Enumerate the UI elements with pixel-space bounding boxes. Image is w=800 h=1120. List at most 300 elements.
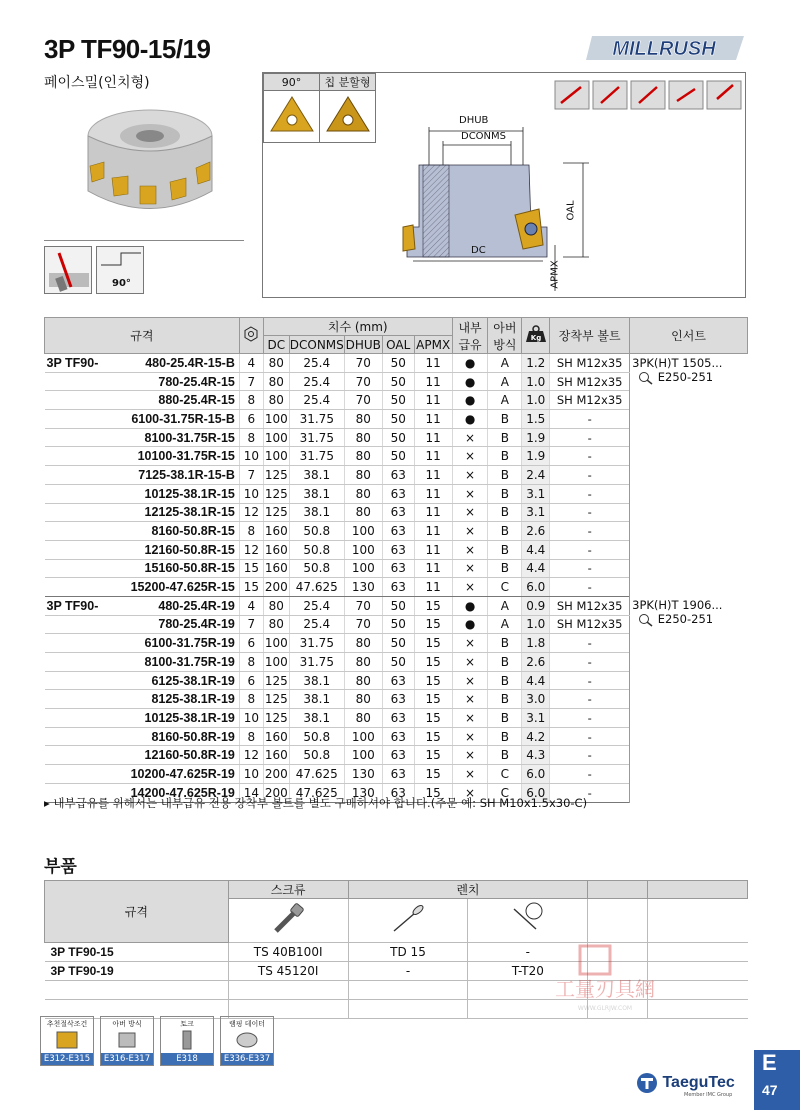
cell-apmx: 11: [414, 484, 452, 503]
cell-coolant: ×: [452, 653, 488, 672]
cell-bolt: -: [550, 540, 630, 559]
col-dc: DC: [263, 336, 289, 354]
millrush-logo: [586, 34, 746, 62]
cell-z: 6: [239, 410, 263, 429]
cell-dhub: 100: [344, 522, 382, 541]
insert-cell: [630, 596, 748, 802]
cell-coolant: ×: [452, 671, 488, 690]
cell-kg: 0.9: [522, 596, 550, 615]
cell-dhub: 80: [344, 410, 382, 429]
insert-code: 3PK(H)T 1906...: [632, 598, 723, 613]
col-spec: 규격: [45, 318, 240, 354]
cell-z: 8: [239, 690, 263, 709]
cell-dconms: 25.4: [289, 615, 344, 634]
cell-dconms: 50.8: [289, 540, 344, 559]
cell-apmx: 11: [414, 466, 452, 485]
cell-z: 8: [239, 428, 263, 447]
page-number: 47: [762, 1082, 778, 1098]
cell-dhub: 80: [344, 653, 382, 672]
ramping-data-ref[interactable]: 램핑 데이터 E336-E337: [220, 1016, 274, 1066]
cell-bolt: -: [550, 765, 630, 784]
spec-table: [44, 317, 748, 803]
spec-code: 6125-38.1R-19: [45, 671, 240, 690]
insert-ref-link[interactable]: E250-251: [632, 370, 747, 385]
cell-bolt: -: [550, 578, 630, 597]
cell-dhub: 80: [344, 690, 382, 709]
parts-col-screw: 스크류: [228, 881, 348, 899]
spec-code: 10200-47.625R-19: [45, 765, 240, 784]
col-arbor: 아버 방식: [488, 318, 522, 354]
spec-code: 12160-50.8R-15: [45, 540, 240, 559]
cell-dc: 125: [263, 503, 289, 522]
cell-arbor: A: [488, 391, 522, 410]
section-letter: E: [762, 1050, 777, 1075]
cell-kg: 1.0: [522, 615, 550, 634]
cell-bolt: -: [550, 783, 630, 802]
cell-bolt: -: [550, 466, 630, 485]
cell-kg: 4.3: [522, 746, 550, 765]
cell-z: 10: [239, 447, 263, 466]
table-row: [45, 354, 748, 373]
cell-kg: 4.2: [522, 727, 550, 746]
cell-apmx: 11: [414, 559, 452, 578]
cell-dhub: 80: [344, 671, 382, 690]
cell-dc: 160: [263, 727, 289, 746]
insert-90-cell: [264, 91, 320, 143]
cell-kg: 2.4: [522, 466, 550, 485]
cell-arbor: B: [488, 540, 522, 559]
spec-code: 15200-47.625R-15: [45, 578, 240, 597]
cell-dc: 160: [263, 559, 289, 578]
brand-text: MILLRUSH: [612, 38, 716, 60]
cell-coolant: ×: [452, 428, 488, 447]
cell-coolant: ●: [452, 354, 488, 373]
label-apmx: APMX: [549, 260, 561, 289]
cell-coolant: ×: [452, 484, 488, 503]
insert-chipbreaker-cell: [320, 91, 376, 143]
cell-z: 8: [239, 522, 263, 541]
cell-z: 7: [239, 615, 263, 634]
spec-code: 15160-50.8R-15: [45, 559, 240, 578]
taegutec-logo: TaeguTec: [636, 1072, 735, 1094]
spec-code: 12160-50.8R-19: [45, 746, 240, 765]
spec-code: 880-25.4R-15: [45, 391, 240, 410]
cell-apmx: 15: [414, 653, 452, 672]
teeth-count-icon: [243, 326, 259, 342]
cell-dhub: 70: [344, 615, 382, 634]
weight-icon: [525, 325, 547, 343]
cell-coolant: ×: [452, 522, 488, 541]
cell-coolant: ×: [452, 466, 488, 485]
cell-arbor: B: [488, 709, 522, 728]
spec-code: 780-25.4R-19: [45, 615, 240, 634]
cell-coolant: ●: [452, 615, 488, 634]
cell-arbor: B: [488, 671, 522, 690]
diagram-box: [262, 72, 746, 298]
cell-arbor: A: [488, 615, 522, 634]
cell-dhub: 100: [344, 727, 382, 746]
cell-oal: 50: [382, 372, 414, 391]
cell-apmx: 15: [414, 596, 452, 615]
cell-dconms: 31.75: [289, 428, 344, 447]
cell-kg: 1.0: [522, 372, 550, 391]
spec-code: 7125-38.1R-15-B: [45, 466, 240, 485]
cell-bolt: SH M12x35: [550, 391, 630, 410]
section-tab: [754, 1050, 800, 1110]
cell-dconms: 31.75: [289, 634, 344, 653]
cell-dconms: 50.8: [289, 746, 344, 765]
cell-bolt: -: [550, 746, 630, 765]
cell-apmx: 15: [414, 746, 452, 765]
cell-bolt: SH M12x35: [550, 596, 630, 615]
cell-z: 10: [239, 484, 263, 503]
cell-apmx: 15: [414, 615, 452, 634]
cell-oal: 63: [382, 709, 414, 728]
page-title: 3P TF90-15/19: [44, 34, 211, 64]
cell-apmx: 15: [414, 634, 452, 653]
label-dconms: DCONMS: [461, 131, 507, 142]
taegutec-mark-icon: [636, 1072, 658, 1094]
cell-z: 4: [239, 596, 263, 615]
watermark-url: WWW.GLRJW.COM: [577, 1005, 633, 1012]
cell-oal: 63: [382, 559, 414, 578]
cell-coolant: ×: [452, 727, 488, 746]
cell-dconms: 31.75: [289, 653, 344, 672]
cell-oal: 63: [382, 690, 414, 709]
cell-dconms: 31.75: [289, 410, 344, 429]
cell-arbor: B: [488, 503, 522, 522]
label-dhub: DHUB: [459, 115, 489, 126]
cell-bolt: -: [550, 671, 630, 690]
cell-coolant: ×: [452, 559, 488, 578]
spec-prefix: 3P TF90-: [46, 598, 99, 613]
cell-coolant: ×: [452, 765, 488, 784]
cell-apmx: 15: [414, 690, 452, 709]
cell-kg: 1.5: [522, 410, 550, 429]
cell-z: 8: [239, 391, 263, 410]
cell-z: 7: [239, 466, 263, 485]
cell-dc: 125: [263, 484, 289, 503]
cell-apmx: 15: [414, 671, 452, 690]
cell-oal: 50: [382, 428, 414, 447]
cell-arbor: A: [488, 596, 522, 615]
cell-arbor: B: [488, 727, 522, 746]
cell-kg: 6.0: [522, 783, 550, 802]
cell-oal: 50: [382, 447, 414, 466]
cell-arbor: B: [488, 690, 522, 709]
cell-z: 8: [239, 653, 263, 672]
cell-coolant: ×: [452, 447, 488, 466]
cell-oal: 63: [382, 503, 414, 522]
parts-cell-code: 3P TF90-15: [45, 943, 229, 962]
cell-oal: 63: [382, 522, 414, 541]
cell-apmx: 11: [414, 372, 452, 391]
insert-type-table: [263, 73, 376, 143]
cell-kg: 1.0: [522, 391, 550, 410]
cell-dc: 80: [263, 391, 289, 410]
cell-arbor: A: [488, 354, 522, 373]
cell-dconms: 38.1: [289, 484, 344, 503]
insert-cell: [630, 354, 748, 597]
col-bolt: 장착부 볼트: [550, 318, 630, 354]
cell-arbor: B: [488, 634, 522, 653]
cell-oal: 50: [382, 354, 414, 373]
cell-dhub: 80: [344, 503, 382, 522]
cell-kg: 1.8: [522, 634, 550, 653]
cell-arbor: B: [488, 559, 522, 578]
screwdriver-icon: [386, 901, 430, 937]
cell-dc: 125: [263, 709, 289, 728]
cell-z: 4: [239, 354, 263, 373]
cell-dc: 100: [263, 634, 289, 653]
cell-dhub: 80: [344, 428, 382, 447]
ramping-icon: [234, 1029, 260, 1051]
label-dc: DC: [471, 245, 486, 256]
col-dims: 치수 (mm): [263, 318, 452, 336]
cell-z: 10: [239, 765, 263, 784]
label-oal: OAL: [565, 200, 577, 221]
cell-apmx: 15: [414, 765, 452, 784]
svg-text:Kg: Kg: [530, 334, 541, 342]
screw-icon-cell: [228, 899, 348, 943]
cell-kg: 2.6: [522, 522, 550, 541]
cell-dconms: 25.4: [289, 391, 344, 410]
spec-code: 10125-38.1R-19: [45, 709, 240, 728]
cell-dconms: 47.625: [289, 765, 344, 784]
insert-col-90: 90°: [264, 74, 320, 91]
cell-dhub: 70: [344, 354, 382, 373]
cell-dc: 100: [263, 653, 289, 672]
cell-oal: 50: [382, 391, 414, 410]
cell-dc: 160: [263, 540, 289, 559]
cell-dhub: 130: [344, 578, 382, 597]
parts-cell-screw: TS 45120I: [228, 962, 348, 981]
cell-coolant: ×: [452, 783, 488, 802]
spec-code: 8100-31.75R-15: [45, 428, 240, 447]
cell-z: 12: [239, 503, 263, 522]
watermark-text: 工量刃具網: [555, 977, 655, 1001]
spec-code: 8125-38.1R-19: [45, 690, 240, 709]
col-apmx: APMX: [416, 337, 451, 352]
cell-dc: 80: [263, 354, 289, 373]
cell-z: 6: [239, 634, 263, 653]
spec-code: 10125-38.1R-15: [45, 484, 240, 503]
cell-arbor: B: [488, 653, 522, 672]
cell-dc: 100: [263, 428, 289, 447]
cell-kg: 4.4: [522, 559, 550, 578]
cell-kg: 2.6: [522, 653, 550, 672]
cell-bolt: -: [550, 522, 630, 541]
cell-oal: 63: [382, 746, 414, 765]
cell-kg: 6.0: [522, 578, 550, 597]
parts-cell-w2: -: [468, 943, 588, 962]
cell-dconms: 38.1: [289, 690, 344, 709]
spec-code: 8160-50.8R-19: [45, 727, 240, 746]
cell-apmx: 11: [414, 540, 452, 559]
cell-bolt: -: [550, 410, 630, 429]
spec-code: 3P TF90- 480-25.4R-19: [45, 596, 240, 615]
cell-apmx: 11: [414, 578, 452, 597]
col-oal: OAL: [382, 336, 414, 354]
cell-coolant: ●: [452, 596, 488, 615]
cell-dconms: 50.8: [289, 522, 344, 541]
cell-kg: 1.9: [522, 428, 550, 447]
cell-z: 14: [239, 783, 263, 802]
cell-z: 10: [239, 709, 263, 728]
cell-dc: 160: [263, 746, 289, 765]
torque-ref[interactable]: 토크 E318: [160, 1016, 214, 1066]
cell-bolt: SH M12x35: [550, 354, 630, 373]
cell-oal: 63: [382, 765, 414, 784]
cell-z: 12: [239, 540, 263, 559]
arbor-type-ref[interactable]: 아버 방식 E316-E317: [100, 1016, 154, 1066]
cell-dc: 80: [263, 615, 289, 634]
cell-oal: 63: [382, 578, 414, 597]
cell-arbor: C: [488, 578, 522, 597]
cell-bolt: -: [550, 428, 630, 447]
cell-apmx: 11: [414, 391, 452, 410]
cell-kg: 3.1: [522, 709, 550, 728]
cell-dconms: 47.625: [289, 578, 344, 597]
spec-code: 6100-31.75R-19: [45, 634, 240, 653]
screw-icon: [268, 901, 308, 937]
cell-dc: 80: [263, 596, 289, 615]
col-teeth: [239, 318, 263, 354]
driver-icon-cell: [348, 899, 468, 943]
cell-dhub: 80: [344, 634, 382, 653]
col-dhub: DHUB: [345, 337, 381, 352]
spec-prefix: 3P TF90-: [46, 355, 99, 370]
parts-cell-w1: -: [348, 962, 468, 981]
cell-z: 8: [239, 727, 263, 746]
spec-code: 3P TF90- 480-25.4R-15-B: [45, 354, 240, 373]
cell-apmx: 11: [414, 447, 452, 466]
cell-dhub: 80: [344, 709, 382, 728]
col-insert: 인서트: [630, 318, 748, 354]
cell-dconms: 38.1: [289, 709, 344, 728]
cell-dc: 125: [263, 690, 289, 709]
parts-cell-screw: TS 40B100I: [228, 943, 348, 962]
cell-z: 6: [239, 671, 263, 690]
cell-dc: 100: [263, 410, 289, 429]
face-milling-icon: [44, 246, 92, 294]
cell-dhub: 100: [344, 746, 382, 765]
cell-arbor: C: [488, 783, 522, 802]
watermark: [540, 944, 670, 1024]
cell-kg: 1.9: [522, 447, 550, 466]
cell-coolant: ●: [452, 391, 488, 410]
arbor-icon: [114, 1029, 140, 1051]
cell-apmx: 11: [414, 503, 452, 522]
insert-code: 3PK(H)T 1505...: [632, 356, 723, 370]
cell-dc: 200: [263, 578, 289, 597]
parts-cell-w1: TD 15: [348, 943, 468, 962]
cell-dc: 125: [263, 671, 289, 690]
cell-z: 12: [239, 746, 263, 765]
cell-apmx: 15: [414, 727, 452, 746]
cell-bolt: -: [550, 727, 630, 746]
spec-code: 14200-47.625R-19: [45, 783, 240, 802]
insert-ref-link[interactable]: E250-251: [632, 612, 747, 627]
cell-coolant: ×: [452, 634, 488, 653]
book-icon: [54, 1029, 80, 1051]
parts-title: 부품: [44, 857, 77, 877]
cell-apmx: 11: [414, 428, 452, 447]
cutting-conditions-ref[interactable]: 추천절삭조건 E312-E315: [40, 1016, 94, 1066]
spec-code: 12125-38.1R-15: [45, 503, 240, 522]
cell-dhub: 130: [344, 783, 382, 802]
cell-dconms: 38.1: [289, 671, 344, 690]
cell-dconms: 50.8: [289, 559, 344, 578]
table-row: [45, 596, 748, 615]
parts-col-empty1: [588, 881, 648, 899]
cell-dhub: 80: [344, 484, 382, 503]
cell-bolt: -: [550, 447, 630, 466]
cell-dconms: 38.1: [289, 503, 344, 522]
cell-coolant: ×: [452, 578, 488, 597]
cell-dconms: 31.75: [289, 447, 344, 466]
insert-col-chipbreaker: 칩 분할형: [320, 74, 376, 91]
cell-oal: 63: [382, 540, 414, 559]
cell-oal: 63: [382, 671, 414, 690]
cell-arbor: B: [488, 522, 522, 541]
parts-col-empty2: [648, 881, 748, 899]
cell-oal: 63: [382, 484, 414, 503]
cell-oal: 50: [382, 615, 414, 634]
cell-z: 15: [239, 578, 263, 597]
cell-dhub: 100: [344, 559, 382, 578]
angle-label: 90°: [112, 278, 131, 289]
cell-dhub: 80: [344, 447, 382, 466]
cell-kg: 3.0: [522, 690, 550, 709]
spec-code: 10100-31.75R-15: [45, 447, 240, 466]
spec-code: 8160-50.8R-15: [45, 522, 240, 541]
cell-kg: 1.2: [522, 354, 550, 373]
t-wrench-icon: [506, 901, 550, 937]
page-subtitle: 페이스밀(인치형): [44, 75, 150, 91]
cell-oal: 50: [382, 596, 414, 615]
cell-coolant: ●: [452, 410, 488, 429]
col-dconms: DCONMS: [289, 337, 344, 352]
application-icons: [553, 79, 745, 111]
cell-arbor: B: [488, 447, 522, 466]
cell-coolant: ×: [452, 503, 488, 522]
insert-90-icon: [267, 93, 317, 137]
cell-arbor: B: [488, 428, 522, 447]
cell-coolant: ×: [452, 709, 488, 728]
spec-code: 6100-31.75R-15-B: [45, 410, 240, 429]
cell-arbor: B: [488, 484, 522, 503]
parts-col-spec: 규격: [45, 881, 229, 943]
cell-bolt: -: [550, 690, 630, 709]
cell-kg: 3.1: [522, 503, 550, 522]
cell-arbor: B: [488, 746, 522, 765]
torque-icon: [174, 1029, 200, 1051]
magnifier-icon: [638, 613, 654, 627]
magnifier-icon: [638, 371, 654, 385]
cell-apmx: 15: [414, 709, 452, 728]
cell-bolt: SH M12x35: [550, 372, 630, 391]
cell-oal: 63: [382, 727, 414, 746]
cell-oal: 50: [382, 634, 414, 653]
cell-apmx: 11: [414, 410, 452, 429]
cell-dhub: 100: [344, 540, 382, 559]
cell-dhub: 70: [344, 372, 382, 391]
cell-dconms: 25.4: [289, 596, 344, 615]
insert-chipbreaker-icon: [323, 93, 373, 137]
cell-dc: 80: [263, 372, 289, 391]
cell-bolt: -: [550, 709, 630, 728]
